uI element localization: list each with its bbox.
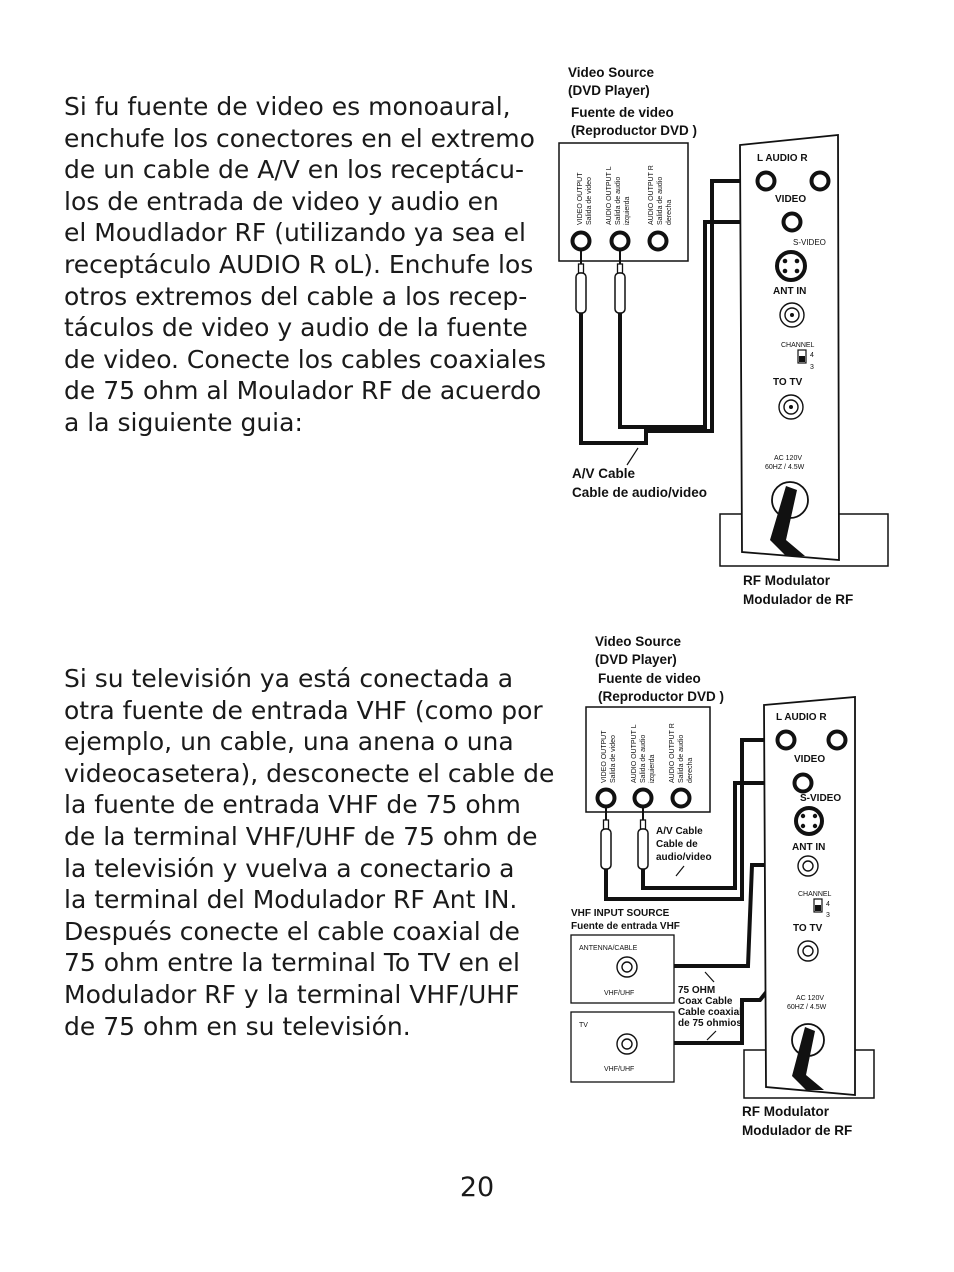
- cable-label-es: Cable de audio/video: [572, 485, 708, 500]
- rca-plug-icon: [615, 264, 625, 313]
- output-label: derecha: [666, 199, 673, 225]
- video-jack-icon: [795, 775, 812, 792]
- channel-3-label: 3: [826, 912, 830, 919]
- source-label-en: Video Source: [568, 65, 655, 80]
- modulator-label-en: RF Modulator: [742, 1104, 829, 1119]
- power-label: 60HZ / 4.5W: [765, 464, 805, 471]
- output-label: Salida de video: [610, 735, 617, 783]
- output-label: Salida de audio: [657, 176, 664, 225]
- jack-icon: [650, 233, 667, 250]
- power-label: 60HZ / 4.5W: [787, 1004, 827, 1011]
- diagram-vhf-connection: [571, 634, 874, 1138]
- coax-label: Cable coaxial: [678, 1007, 742, 1018]
- antenna-label: ANTENNA/CABLE: [579, 945, 638, 952]
- channel-label: CHANNEL: [798, 891, 832, 898]
- svideo-jack-icon: [777, 252, 805, 280]
- output-label: Salida de audio: [678, 734, 685, 783]
- text-line: Después conecte el cable coaxial de: [64, 916, 520, 946]
- channel-3-label: 3: [810, 364, 814, 371]
- coax-label: de 75 ohmios: [678, 1018, 742, 1029]
- power-label: AC 120V: [796, 995, 825, 1002]
- source-label-en: Video Source: [595, 634, 682, 649]
- svideo-port-label: S-VIDEO: [793, 238, 826, 247]
- text-line: de la terminal VHF/UHF de 75 ohm de: [64, 821, 538, 851]
- jack-icon: [673, 790, 690, 807]
- to-tv-label: TO TV: [773, 377, 803, 388]
- audio-r-jack-icon: [812, 173, 829, 190]
- ant-in-label: ANT IN: [773, 286, 807, 297]
- coax-label: Coax Cable: [678, 996, 733, 1007]
- text-line: a la siguiente guia:: [64, 407, 303, 437]
- jack-icon: [573, 233, 590, 250]
- text-line: de 75 ohm al Moulador RF de acuerdo: [64, 376, 542, 406]
- text-line: otra fuente de entrada VHF (como por: [64, 695, 543, 725]
- modulator-label-es: Modulador de RF: [742, 1123, 853, 1138]
- ant-in-label: ANT IN: [792, 842, 826, 853]
- page-number: 20: [459, 1172, 495, 1203]
- output-label: Salida de audio: [640, 734, 647, 783]
- channel-label: CHANNEL: [781, 342, 815, 349]
- channel-4-label: 4: [810, 352, 814, 359]
- output-label: AUDIO OUTPUT L: [631, 724, 638, 783]
- diagram-mono-connection: [559, 65, 888, 607]
- cable-label: A/V Cable: [656, 826, 703, 837]
- text-line: otros extremos del cable a los recep-: [64, 281, 528, 311]
- audio-l-jack-icon: [758, 173, 775, 190]
- text-line: de video. Conecte los cables coaxiales: [64, 344, 547, 374]
- vhf-source-label-es: Fuente de entrada VHF: [571, 921, 680, 932]
- text-line: Modulador RF y la terminal VHF/UHF: [64, 979, 520, 1009]
- text-line: táculos de video y audio de la fuente: [64, 313, 528, 343]
- output-label: AUDIO OUTPUT R: [648, 165, 655, 225]
- source-label-en: (DVD Player): [595, 652, 677, 667]
- output-label: VIDEO OUTPUT: [577, 172, 584, 225]
- video-port-label: VIDEO: [794, 754, 826, 765]
- audio-port-label: L AUDIO R: [757, 153, 808, 164]
- text-line: Si fu fuente de video es monoaural,: [64, 92, 511, 121]
- audio-port-label: L AUDIO R: [776, 712, 827, 723]
- svideo-port-label: S-VIDEO: [800, 793, 842, 804]
- audio-l-jack-icon: [778, 732, 795, 749]
- text-line: Si su televisión ya está conectada a: [64, 664, 514, 693]
- output-label: AUDIO OUTPUT R: [669, 723, 676, 783]
- text-line: enchufe los conectores en el extremo: [64, 123, 535, 153]
- jack-icon: [598, 790, 615, 807]
- svideo-jack-icon: [796, 808, 822, 834]
- rca-plug-icon: [638, 820, 648, 869]
- video-port-label: VIDEO: [775, 194, 807, 205]
- source-label-es: (Reproductor DVD ): [571, 123, 697, 138]
- text-line: la televisión y vuelva a conectario a: [64, 853, 515, 883]
- tv-label: TV: [579, 1022, 588, 1029]
- video-jack-icon: [784, 214, 801, 231]
- source-label-es: Fuente de video: [598, 671, 701, 686]
- vhfuhf-label: VHF/UHF: [604, 990, 635, 997]
- coax-label: 75 OHM: [678, 985, 716, 996]
- cable-label-en: A/V Cable: [572, 466, 636, 481]
- channel-4-label: 4: [826, 901, 830, 908]
- text-line: de un cable de A/V en los receptácu-: [64, 155, 525, 185]
- to-tv-label: TO TV: [793, 923, 823, 934]
- rca-plug-icon: [576, 264, 586, 313]
- output-label: VIDEO OUTPUT: [601, 730, 608, 783]
- text-line: receptáculo AUDIO R oL). Enchufe los: [64, 249, 534, 279]
- text-line: la fuente de entrada VHF de 75 ohm: [64, 790, 521, 820]
- text-line: 75 ohm entre la terminal To TV en el: [64, 948, 520, 978]
- text-line: los de entrada de video y audio en: [64, 186, 499, 216]
- source-label-es: (Reproductor DVD ): [598, 689, 724, 704]
- rca-plug-icon: [601, 820, 611, 869]
- output-label: izquierda: [649, 754, 656, 783]
- power-label: AC 120V: [774, 455, 803, 462]
- jack-icon: [612, 233, 629, 250]
- vhfuhf-label: VHF/UHF: [604, 1066, 635, 1073]
- cable-label: Cable de: [656, 839, 698, 850]
- text-line: de 75 ohm en su televisión.: [64, 1011, 411, 1041]
- text-line: ejemplo, un cable, una anena o una: [64, 727, 514, 757]
- jack-icon: [635, 790, 652, 807]
- output-label: Salida de audio: [615, 176, 622, 225]
- text-line: videocasetera), desconecte el cable de: [64, 758, 555, 788]
- source-label-es: Fuente de video: [571, 105, 674, 120]
- cable-label: audio/video: [656, 852, 712, 863]
- source-label-en: (DVD Player): [568, 83, 650, 98]
- output-label: Salida de video: [586, 177, 593, 225]
- modulator-label-en: RF Modulator: [743, 573, 830, 588]
- modulator-label-es: Modulador de RF: [743, 592, 854, 607]
- text-line: el Moudlador RF (utilizando ya sea el: [64, 218, 526, 248]
- vhf-source-label-en: VHF INPUT SOURCE: [571, 908, 670, 919]
- text-line: la terminal del Modulador RF Ant IN.: [64, 885, 518, 915]
- audio-r-jack-icon: [829, 732, 846, 749]
- output-label: AUDIO OUTPUT L: [606, 166, 613, 225]
- output-label: izquierda: [624, 196, 631, 225]
- output-label: derecha: [687, 757, 694, 783]
